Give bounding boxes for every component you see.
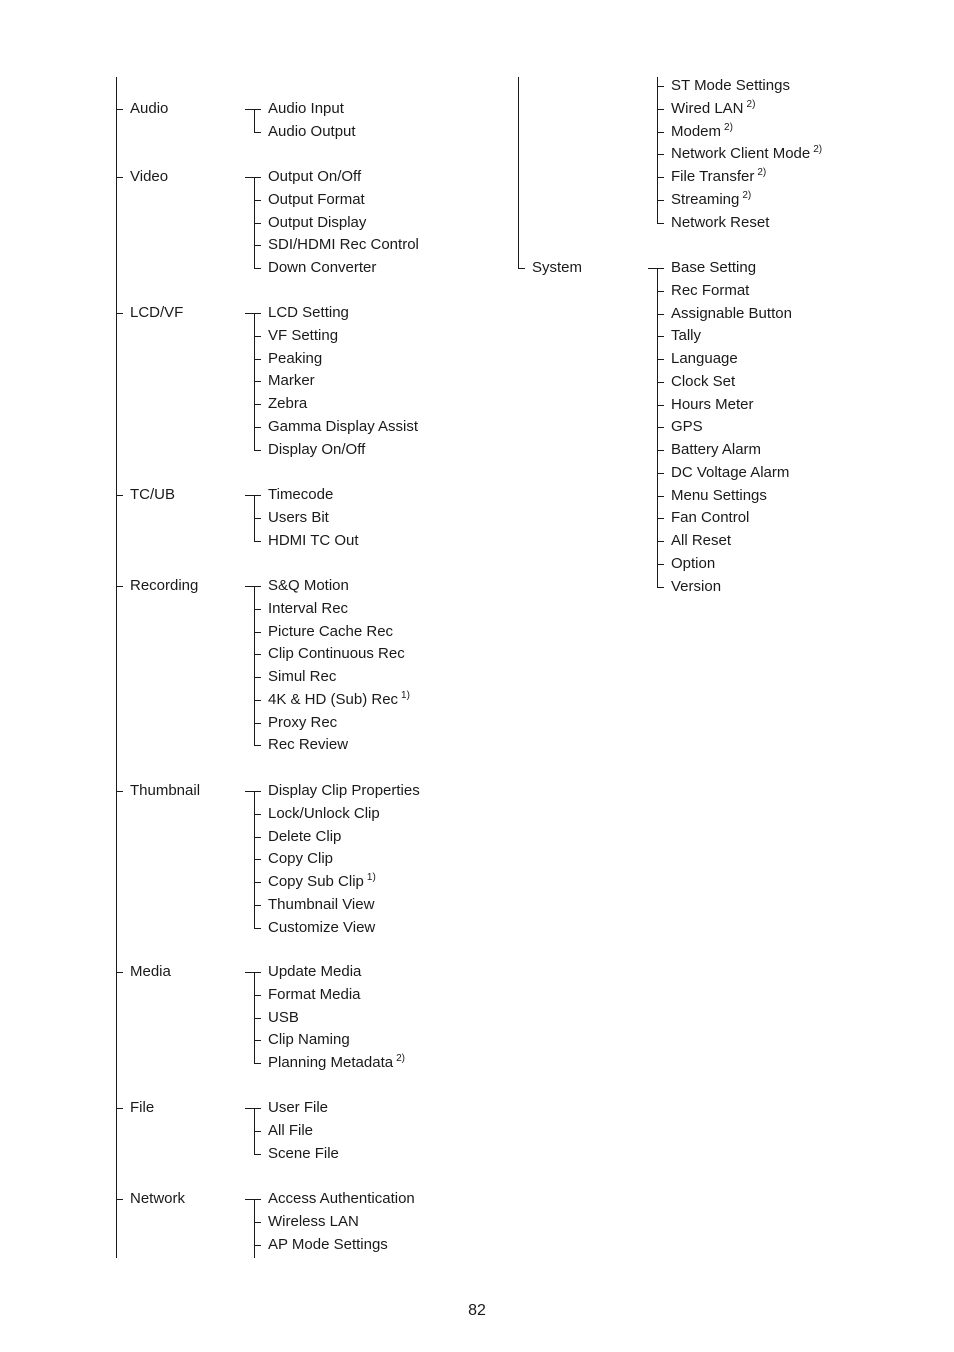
menu-item-text: Zebra: [268, 395, 308, 412]
top-menu-audio: [130, 100, 168, 118]
top-menu-thumbnail: [130, 782, 200, 800]
submenu-item: [671, 100, 755, 118]
menu-item-text: File Transfer: [671, 168, 755, 185]
submenu-item: [268, 1122, 313, 1140]
top-menu-recording: [130, 577, 198, 595]
menu-item-text: ST Mode Settings: [671, 77, 790, 94]
menu-item-text: Users Bit: [268, 508, 329, 526]
submenu-item: [268, 782, 420, 800]
submenu-item: [671, 555, 715, 573]
submenu-item: [268, 986, 361, 1004]
tree-connector: [254, 1154, 261, 1155]
top-menu-file: [130, 1099, 154, 1117]
submenu-item: [268, 623, 393, 641]
menu-item-text: LCD Setting: [268, 304, 349, 321]
menu-item-text: Assignable Button: [671, 304, 792, 322]
footnote-mark: 2): [724, 121, 733, 133]
menu-item-text: Battery Alarm: [671, 441, 762, 458]
top-menu-network: [130, 1190, 185, 1208]
tree-connector: [657, 154, 664, 155]
submenu-item: [268, 714, 337, 732]
tree-connector: [254, 1040, 261, 1041]
submenu-item: [268, 828, 341, 846]
tree-connector: [254, 654, 261, 655]
submenu-item: [268, 168, 361, 186]
menu-item-text: Copy Clip: [268, 850, 334, 868]
tree-connector: [254, 995, 261, 996]
submenu-item: [671, 305, 792, 323]
menu-item-text: Picture Cache Rec: [268, 622, 394, 640]
tree-connector: [254, 745, 261, 746]
submenu-item: [268, 1213, 359, 1231]
submenu-item: [671, 418, 703, 436]
tree-connector: [254, 132, 261, 133]
tree-connector: [657, 496, 664, 497]
menu-item-text: Modem: [671, 122, 722, 140]
submenu-item: [268, 963, 361, 981]
tree-connector: [254, 268, 261, 269]
tree-connector: [116, 109, 123, 110]
submenu-item: [268, 1031, 350, 1049]
menu-item-text: Lock/Unlock Clip: [268, 804, 380, 822]
tree-connector: [254, 1199, 255, 1258]
menu-item-text: GPS: [671, 418, 703, 436]
tree-connector: [116, 177, 123, 178]
submenu-item: [268, 1009, 299, 1027]
tree-connector: [116, 791, 123, 792]
menu-item-text: Wired LAN: [671, 99, 744, 117]
submenu-item: [268, 645, 405, 663]
submenu-item: [268, 236, 419, 254]
menu-item-text: Audio Output: [268, 122, 356, 140]
menu-item-text: Output Display: [268, 213, 367, 231]
menu-item-text: Customize View: [268, 918, 376, 936]
tree-connector: [254, 791, 261, 792]
tree-connector: [254, 427, 261, 428]
menu-item-text: Down Converter: [268, 259, 377, 276]
tree-connector: [657, 314, 664, 315]
footnote-mark: 2): [813, 144, 823, 156]
page-number: 82: [468, 1302, 486, 1319]
tree-connector: [254, 245, 261, 246]
menu-item-text: DC Voltage Alarm: [671, 463, 790, 481]
menu-item-text: Menu Settings: [671, 486, 767, 504]
submenu-item: [671, 532, 731, 550]
tree-connector: [254, 313, 261, 314]
tree-connector: [657, 564, 664, 565]
tree-connector: [254, 700, 261, 701]
submenu-item: [268, 1236, 388, 1254]
menu-item-text: Delete Clip: [268, 827, 342, 845]
menu-item-text: Proxy Rec: [268, 713, 338, 731]
menu-item-text: File: [130, 1099, 155, 1116]
tree-connector: [254, 632, 261, 633]
tree-connector: [254, 723, 261, 724]
tree-connector: [657, 359, 664, 360]
menu-item-text: Clock Set: [671, 372, 736, 390]
tree-connector: [254, 1063, 261, 1064]
footnote-mark: 1): [366, 872, 376, 883]
tree-connector: [254, 586, 261, 587]
submenu-item: [268, 850, 333, 868]
menu-item-text: HDMI TC Out: [268, 531, 359, 549]
menu-item-text: Base Setting: [671, 259, 757, 276]
menu-item-text: Hours Meter: [671, 395, 754, 413]
menu-item-text: Wireless LAN: [268, 1212, 359, 1230]
submenu-item: [268, 486, 333, 504]
tree-connector: [254, 223, 261, 224]
menu-item-text: System: [532, 259, 583, 276]
tree-connector: [254, 109, 255, 133]
tree-connector: [254, 1131, 261, 1132]
menu-item-text: Output On/Off: [268, 168, 362, 185]
submenu-item: [268, 418, 418, 436]
tree-connector: [254, 859, 261, 860]
tree-connector: [657, 177, 664, 178]
menu-item-text: Audio Input: [268, 100, 344, 117]
menu-item-text: Video: [130, 168, 169, 185]
submenu-item: [268, 100, 344, 118]
submenu-item: [268, 350, 322, 368]
tree-connector: [657, 473, 664, 474]
tree-connector: [254, 905, 261, 906]
submenu-item: [671, 214, 769, 232]
menu-item-text: Recording: [130, 577, 199, 594]
submenu-item: [671, 123, 733, 141]
top-menu-system: [532, 259, 582, 277]
tree-connector: [657, 382, 664, 383]
tree-connector: [254, 928, 261, 929]
tree-connector: [254, 972, 261, 973]
menu-item-text: Rec Review: [268, 736, 349, 754]
menu-item-text: Format Media: [268, 985, 361, 1003]
submenu-item: [268, 1145, 339, 1163]
menu-item-text: Clip Naming: [268, 1031, 350, 1049]
menu-item-text: Scene File: [268, 1144, 339, 1162]
tree-connector: [657, 77, 658, 224]
menu-item-text: All File: [268, 1121, 314, 1139]
submenu-item: [268, 1054, 405, 1072]
tree-connector: [116, 972, 123, 973]
tree-connector: [254, 109, 261, 110]
submenu-item: [671, 487, 767, 505]
top-menu-video: [130, 168, 168, 186]
submenu-item: [268, 395, 307, 413]
submenu-item: [671, 191, 751, 209]
tree-connector: [254, 518, 261, 519]
menu-item-text: Gamma Display Assist: [268, 417, 419, 435]
tree-connector: [254, 404, 261, 405]
tree-connector: [254, 882, 261, 883]
tree-connector: [657, 109, 664, 110]
tree-connector: [657, 405, 664, 406]
submenu-item: [268, 509, 329, 527]
menu-item-text: Display On/Off: [268, 440, 366, 458]
footnote-mark: 2): [742, 189, 752, 201]
tree-connector: [518, 268, 525, 269]
submenu-item: [268, 873, 376, 891]
submenu-item: [268, 1099, 328, 1117]
menu-item-text: Timecode: [268, 486, 334, 503]
tree-connector: [254, 381, 261, 382]
tree-connector: [254, 1018, 261, 1019]
tree-connector: [116, 1108, 123, 1109]
menu-item-text: LCD/VF: [130, 304, 184, 321]
menu-item-text: Output Format: [268, 190, 365, 208]
tree-connector: [116, 77, 117, 1258]
submenu-item: [671, 145, 822, 163]
tree-connector: [116, 495, 123, 496]
top-menu-tc-ub: [130, 486, 175, 504]
tree-connector: [254, 1108, 261, 1109]
menu-item-text: Access Authentication: [268, 1190, 415, 1207]
menu-item-text: Peaking: [268, 349, 323, 367]
tree-connector: [657, 541, 664, 542]
submenu-item: [268, 805, 380, 823]
tree-connector: [254, 177, 261, 178]
tree-connector: [657, 336, 664, 337]
submenu-item: [671, 350, 738, 368]
tree-connector: [657, 518, 664, 519]
menu-item-text: Version: [671, 577, 722, 595]
tree-connector: [254, 814, 261, 815]
submenu-item: [268, 919, 375, 937]
submenu-item: [268, 123, 356, 141]
menu-item-text: USB: [268, 1008, 299, 1026]
submenu-item: [268, 259, 376, 277]
menu-item-text: Clip Continuous Rec: [268, 645, 405, 663]
menu-item-text: Streaming: [671, 190, 740, 208]
footnote-mark: 1): [401, 689, 410, 701]
menu-item-text: SDI/HDMI Rec Control: [268, 236, 419, 254]
menu-item-text: Thumbnail: [130, 782, 201, 799]
menu-item-text: Option: [671, 554, 716, 572]
tree-connector: [518, 77, 519, 269]
tree-connector: [254, 837, 261, 838]
tree-connector: [657, 132, 664, 133]
tree-connector: [657, 86, 664, 87]
menu-item-text: Thumbnail View: [268, 895, 375, 913]
tree-connector: [254, 450, 261, 451]
submenu-item: [268, 577, 349, 595]
submenu-item: [671, 282, 749, 300]
menu-item-text: Tally: [671, 327, 702, 345]
menu-item-text: Language: [671, 350, 738, 367]
tree-connector: [657, 450, 664, 451]
tree-connector: [657, 268, 664, 269]
menu-item-text: All Reset: [671, 532, 732, 549]
submenu-item: [671, 464, 789, 482]
submenu-item: [268, 441, 365, 459]
submenu-item: [268, 896, 374, 914]
menu-item-text: Fan Control: [671, 509, 750, 527]
menu-item-text: Network: [130, 1190, 186, 1207]
tree-connector: [657, 427, 664, 428]
tree-connector: [254, 609, 261, 610]
tree-connector: [657, 291, 664, 292]
submenu-item: [671, 77, 790, 95]
menu-item-text: Network Reset: [671, 213, 770, 231]
footnote-mark: 2): [757, 167, 767, 178]
menu-item-text: Network Client Mode: [671, 145, 811, 163]
top-menu-lcd-vf: [130, 304, 183, 322]
submenu-item: [671, 578, 721, 596]
tree-connector: [116, 586, 123, 587]
submenu-item: [268, 304, 349, 322]
menu-item-text: Planning Metadata: [268, 1054, 394, 1071]
submenu-item: [268, 1190, 415, 1208]
menu-item-text: Copy Sub Clip: [268, 873, 364, 890]
tree-connector: [657, 587, 664, 588]
menu-item-text: Update Media: [268, 963, 362, 980]
menu-item-text: Display Clip Properties: [268, 782, 420, 799]
submenu-item: [671, 259, 756, 277]
submenu-item: [268, 668, 336, 686]
tree-connector: [254, 677, 261, 678]
submenu-item: [268, 191, 365, 209]
tree-connector: [254, 336, 261, 337]
submenu-item: [671, 509, 749, 527]
tree-connector: [116, 1199, 123, 1200]
menu-item-text: User File: [268, 1099, 329, 1116]
menu-item-text: Audio: [130, 100, 169, 117]
submenu-item: [671, 396, 754, 414]
menu-item-text: TC/UB: [130, 486, 175, 503]
menu-item-text: Media: [130, 963, 171, 980]
menu-item-text: Interval Rec: [268, 599, 349, 617]
menu-item-text: Rec Format: [671, 281, 750, 299]
submenu-item: [671, 373, 735, 391]
tree-connector: [254, 541, 261, 542]
tree-connector: [254, 1245, 261, 1246]
submenu-item: [671, 168, 766, 186]
submenu-item: [268, 736, 348, 754]
menu-item-text: S&Q Motion: [268, 577, 349, 594]
submenu-item: [268, 327, 338, 345]
tree-connector: [254, 1222, 261, 1223]
menu-item-text: 4K & HD (Sub) Rec: [268, 690, 399, 708]
tree-connector: [254, 495, 261, 496]
menu-item-text: VF Setting: [268, 326, 339, 344]
submenu-item: [671, 327, 701, 345]
footnote-mark: 2): [396, 1053, 405, 1064]
footnote-mark: 2): [746, 98, 756, 110]
top-menu-media: [130, 963, 171, 981]
menu-item-text: Simul Rec: [268, 668, 337, 685]
tree-connector: [657, 200, 664, 201]
tree-connector: [254, 1199, 261, 1200]
submenu-item: [268, 372, 315, 390]
tree-connector: [116, 313, 123, 314]
menu-item-text: Marker: [268, 372, 315, 390]
tree-connector: [657, 223, 664, 224]
submenu-item: [268, 214, 366, 232]
submenu-item: [268, 600, 348, 618]
submenu-item: [268, 532, 359, 550]
tree-connector: [254, 359, 261, 360]
menu-item-text: AP Mode Settings: [268, 1235, 388, 1253]
submenu-item: [268, 691, 410, 709]
submenu-item: [671, 441, 761, 459]
tree-connector: [254, 200, 261, 201]
